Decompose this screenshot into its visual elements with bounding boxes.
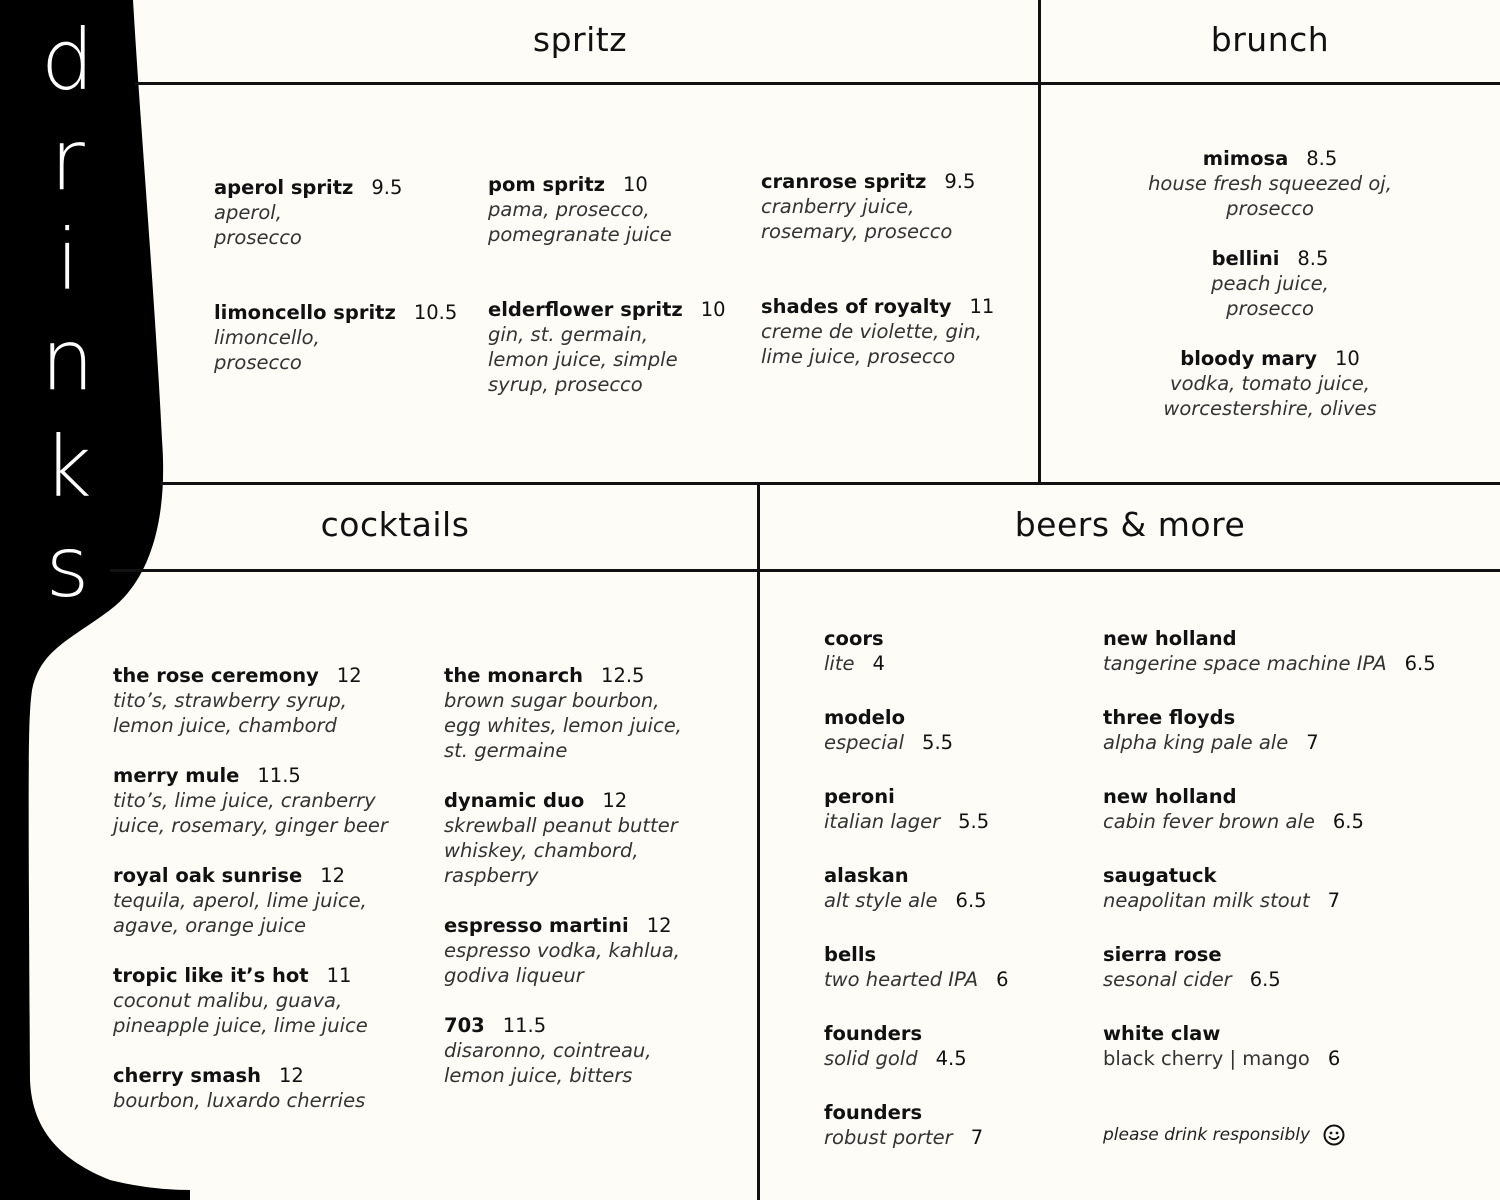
beer-item [824, 942, 1009, 992]
item-price: 11.5 [257, 764, 301, 787]
item-name: espresso martini [444, 914, 629, 937]
item-desc: alt style ale [824, 889, 938, 912]
item-name: tropic like it’s hot [113, 964, 309, 987]
item-name: founders [824, 1101, 923, 1124]
item-price: 6.5 [1332, 810, 1364, 833]
side-letter-k: k [43, 418, 92, 516]
cocktail-item [444, 663, 682, 763]
item-name: modelo [824, 706, 905, 729]
item-name: aperol spritz [214, 176, 354, 199]
item-name: alaskan [824, 864, 909, 887]
beer-item [1103, 863, 1340, 913]
cocktail-item [113, 963, 368, 1038]
smiley-icon [1323, 1124, 1345, 1146]
item-desc: italian lager [824, 810, 941, 833]
item-desc: bourbon, luxardo cherries [113, 1089, 366, 1112]
brunch-item [1045, 146, 1495, 221]
item-price: 10 [623, 173, 648, 196]
item-price: 6.5 [1404, 652, 1436, 675]
spritz-item [761, 169, 975, 244]
spritz-item [761, 294, 994, 369]
cocktail-item [113, 663, 362, 738]
item-desc: skrewball peanut butter whiskey, chambord, raspberry [444, 814, 678, 887]
item-name: pom spritz [488, 173, 605, 196]
item-price: 11 [969, 295, 995, 318]
item-name: dynamic duo [444, 789, 585, 812]
spritz-item [488, 297, 726, 397]
item-name: bellini [1211, 247, 1280, 270]
item-desc: cabin fever brown ale [1103, 810, 1315, 833]
item-name: saugatuck [1103, 864, 1217, 887]
item-name: new holland [1103, 627, 1237, 650]
item-name: merry mule [113, 764, 240, 787]
side-letter-s: s [45, 518, 90, 616]
item-desc: coconut malibu, guava, pineapple juice, lime juice [113, 989, 368, 1037]
item-desc: limoncello, prosecco [214, 326, 320, 374]
cocktails-title: cocktails [320, 505, 470, 544]
item-desc: alpha king pale ale [1103, 731, 1289, 754]
beer-item [1103, 705, 1319, 755]
item-price: 10 [700, 298, 726, 321]
item-name: cranrose spritz [761, 170, 927, 193]
item-price: 7 [1327, 889, 1341, 912]
item-price: 8.5 [1297, 247, 1329, 270]
item-price: 9.5 [371, 176, 403, 199]
beer-item [1103, 784, 1364, 834]
item-desc: two hearted IPA [824, 968, 979, 991]
item-price: 10.5 [413, 301, 458, 324]
cocktail-item [113, 1063, 365, 1113]
item-price: 6 [996, 968, 1009, 991]
item-price: 4.5 [935, 1047, 967, 1070]
drink-responsibly-note [1103, 1124, 1345, 1146]
item-price: 12 [320, 864, 346, 887]
cocktail-item [444, 1013, 652, 1088]
item-desc: especial [824, 731, 905, 754]
beers-title: beers & more [1014, 505, 1246, 544]
item-desc: vodka, tomato juice, worcestershire, olives [1163, 372, 1377, 420]
beer-item [824, 705, 953, 755]
item-desc: sesonal cider [1103, 968, 1232, 991]
item-desc: pama, prosecco, pomegranate juice [488, 198, 672, 246]
brunch-item [1045, 246, 1495, 321]
item-name: shades of royalty [761, 295, 952, 318]
beer-item [824, 784, 989, 834]
item-name: bells [824, 943, 877, 966]
item-price: 7 [970, 1126, 984, 1149]
item-price: 12 [646, 914, 672, 937]
item-price: 6.5 [1249, 968, 1281, 991]
cocktail-item [113, 763, 388, 838]
item-price: 7 [1306, 731, 1319, 754]
item-name: peroni [824, 785, 895, 808]
item-price: 9.5 [944, 170, 976, 193]
beer-item [824, 1100, 983, 1150]
item-name: bloody mary [1180, 347, 1317, 370]
item-name: new holland [1103, 785, 1237, 808]
side-letter-d: d [40, 11, 95, 109]
item-name: royal oak sunrise [113, 864, 303, 887]
item-desc: aperol, prosecco [214, 201, 302, 249]
item-price: 12 [336, 664, 362, 687]
item-price: 6.5 [955, 889, 987, 912]
spritz-item [214, 175, 402, 250]
item-price: 6 [1327, 1047, 1341, 1070]
side-letter-i: i [55, 211, 80, 309]
item-desc: robust porter [824, 1126, 953, 1149]
item-name: 703 [444, 1014, 485, 1037]
item-desc: peach juice, prosecco [1211, 272, 1329, 320]
item-price: 5.5 [922, 731, 954, 754]
item-price: 12.5 [601, 664, 645, 687]
item-price: 11 [326, 964, 352, 987]
beer-item [1103, 626, 1436, 676]
cocktail-item [113, 863, 367, 938]
item-desc: solid gold [824, 1047, 918, 1070]
item-name: sierra rose [1103, 943, 1222, 966]
item-price: 8.5 [1306, 147, 1338, 170]
item-desc: house fresh squeezed oj, prosecco [1148, 172, 1392, 220]
brunch-item [1045, 346, 1495, 421]
divider-middle [160, 482, 1500, 485]
item-price: 11.5 [502, 1014, 547, 1037]
cocktail-item [444, 913, 680, 988]
item-name: elderflower spritz [488, 298, 683, 321]
item-desc: tangerine space machine IPA [1103, 652, 1387, 675]
spritz-item [488, 172, 672, 247]
item-desc: creme de violette, gin, lime juice, prosecco [761, 320, 982, 368]
item-name: the rose ceremony [113, 664, 319, 687]
note-text: please drink responsibly [1103, 1125, 1311, 1145]
item-price: 12 [602, 789, 628, 812]
item-desc: espresso vodka, kahlua, godiva liqueur [444, 939, 681, 987]
item-desc: disaronno, cointreau, lemon juice, bitters [444, 1039, 652, 1087]
item-name: mimosa [1202, 147, 1289, 170]
divider-top-header [135, 82, 1500, 85]
divider-spritz-brunch [1038, 0, 1041, 485]
divider-bottom-header [110, 569, 1500, 572]
item-name: the monarch [444, 664, 584, 687]
item-price: 12 [278, 1064, 304, 1087]
beer-item [824, 863, 987, 913]
item-price: 5.5 [958, 810, 990, 833]
item-desc: tequila, aperol, lime juice, agave, orange juice [113, 889, 367, 937]
item-desc: tito’s, lime juice, cranberry juice, rosemary, ginger beer [113, 789, 388, 837]
item-desc: cranberry juice, rosemary, prosecco [761, 195, 953, 243]
beer-item [824, 1021, 967, 1071]
item-desc: brown sugar bourbon, egg whites, lemon juice, st. germaine [444, 689, 682, 762]
divider-cocktails-beers [757, 485, 760, 1200]
beer-item [1103, 1021, 1340, 1071]
item-name: white claw [1103, 1022, 1221, 1045]
item-desc: black cherry | mango [1103, 1047, 1310, 1070]
brunch-title: brunch [1210, 20, 1330, 59]
item-desc: neapolitan milk stout [1103, 889, 1310, 912]
beer-item [1103, 942, 1281, 992]
item-name: coors [824, 627, 884, 650]
item-price: 4 [872, 652, 885, 675]
spritz-item [214, 300, 457, 375]
item-name: founders [824, 1022, 923, 1045]
item-price: 10 [1334, 347, 1360, 370]
beer-item [824, 626, 885, 676]
item-desc: tito’s, strawberry syrup, lemon juice, chambord [113, 689, 347, 737]
item-name: three floyds [1103, 706, 1236, 729]
side-letter-n: n [40, 311, 95, 409]
cocktail-item [444, 788, 678, 888]
item-name: cherry smash [113, 1064, 261, 1087]
spritz-title: spritz [532, 20, 628, 59]
side-letter-r: r [50, 111, 85, 209]
item-desc: lite [824, 652, 855, 675]
item-desc: gin, st. germain, lemon juice, simple syrup, prosecco [488, 323, 678, 396]
item-name: limoncello spritz [214, 301, 396, 324]
